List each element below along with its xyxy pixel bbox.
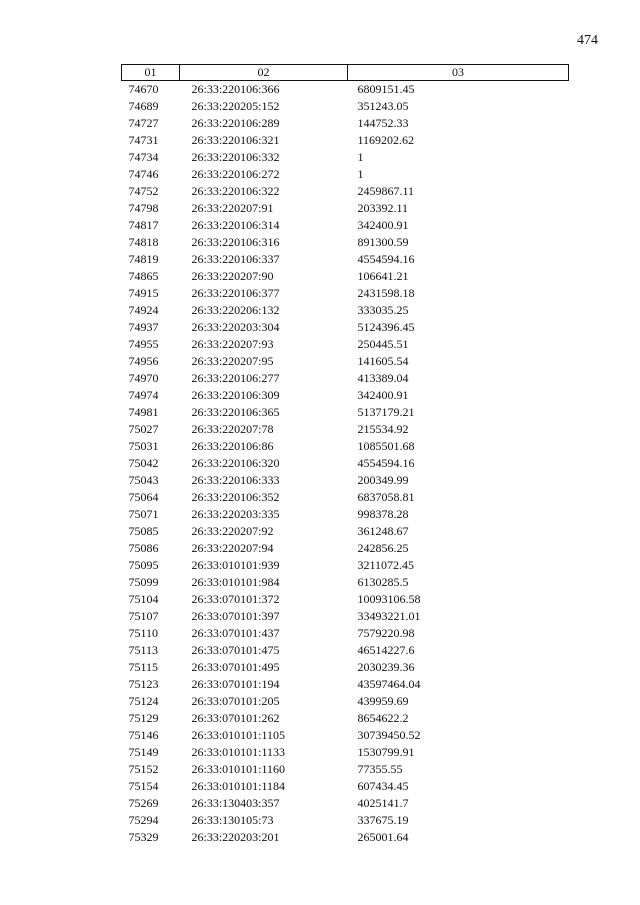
cell-id: 74956: [128, 354, 159, 368]
cell-cadastral-number: 26:33:220106:314: [191, 218, 280, 232]
cell-value: 5124396.45: [357, 320, 415, 334]
cell-id: 75086: [128, 541, 159, 555]
cell-cadastral-number: 26:33:220206:132: [191, 303, 280, 317]
cell-value: 265001.64: [357, 830, 409, 844]
cell-value: 891300.59: [357, 235, 409, 249]
cell-cadastral-number: 26:33:070101:194: [191, 677, 280, 691]
cell-cadastral-number: 26:33:220106:309: [191, 388, 280, 402]
cell-id: 74819: [128, 252, 159, 266]
table-row: [122, 132, 569, 149]
cell-value: 7579220.98: [357, 626, 415, 640]
table-row: [122, 353, 569, 370]
table-row: [122, 574, 569, 591]
cell-cadastral-number: 26:33:220106:322: [191, 184, 280, 198]
cell-id: 74746: [128, 167, 159, 181]
cell-value: 2431598.18: [357, 286, 415, 300]
table-row: [122, 523, 569, 540]
table-row: [122, 557, 569, 574]
cell-value: 333035.25: [357, 303, 409, 317]
cell-cadastral-number: 26:33:010101:1105: [191, 728, 286, 742]
cell-cadastral-number: 26:33:010101:1184: [191, 779, 286, 793]
cell-value: 203392.11: [357, 201, 409, 215]
cell-id: 75154: [128, 779, 159, 793]
cell-id: 75043: [128, 473, 159, 487]
cell-id: 75269: [128, 796, 159, 810]
cell-id: 75099: [128, 575, 159, 589]
cell-cadastral-number: 26:33:130105:73: [191, 813, 274, 827]
cell-cadastral-number: 26:33:220207:92: [191, 524, 274, 538]
table-row: [122, 319, 569, 336]
cell-id: 75085: [128, 524, 159, 538]
table-row: [122, 268, 569, 285]
cell-value: 8654622.2: [357, 711, 409, 725]
table-row: [122, 744, 569, 761]
cell-cadastral-number: 26:33:220203:335: [191, 507, 280, 521]
table-row: [122, 200, 569, 217]
cell-cadastral-number: 26:33:220106:321: [191, 133, 280, 147]
cell-value: 1: [357, 150, 364, 164]
table-row: [122, 659, 569, 676]
cell-cadastral-number: 26:33:220106:333: [191, 473, 280, 487]
cell-value: 144752.33: [357, 116, 409, 130]
table-row: [122, 608, 569, 625]
cell-value: 4025141.7: [357, 796, 409, 810]
cell-value: 2459867.11: [357, 184, 415, 198]
table-row: [122, 625, 569, 642]
cell-value: 1169202.62: [357, 133, 415, 147]
table-row: [122, 251, 569, 268]
cell-cadastral-number: 26:33:220203:304: [191, 320, 280, 334]
table-row: [122, 676, 569, 693]
table-row: [122, 336, 569, 353]
cell-value: 33493221.01: [357, 609, 421, 623]
cell-cadastral-number: 26:33:010101:1133: [191, 745, 286, 759]
cell-value: 215534.92: [357, 422, 409, 436]
table-row: [122, 761, 569, 778]
cell-id: 74865: [128, 269, 159, 283]
cell-cadastral-number: 26:33:220207:78: [191, 422, 274, 436]
table-row: [122, 455, 569, 472]
cell-id: 75104: [128, 592, 159, 606]
cell-value: 43597464.04: [357, 677, 421, 691]
cell-value: 2030239.36: [357, 660, 415, 674]
cell-id: 74981: [128, 405, 159, 419]
table-row: [122, 217, 569, 234]
cell-cadastral-number: 26:33:010101:1160: [191, 762, 286, 776]
cell-value: 351243.05: [357, 99, 409, 113]
cell-cadastral-number: 26:33:070101:262: [191, 711, 280, 725]
table-body: [122, 81, 569, 847]
cell-cadastral-number: 26:33:220207:95: [191, 354, 274, 368]
cell-value: 200349.99: [357, 473, 409, 487]
cell-value: 10093106.58: [357, 592, 421, 606]
cell-value: 337675.19: [357, 813, 409, 827]
cell-id: 75123: [128, 677, 159, 691]
cell-value: 607434.45: [357, 779, 409, 793]
cell-id: 74924: [128, 303, 159, 317]
cell-id: 74731: [128, 133, 159, 147]
table-row: [122, 472, 569, 489]
cell-cadastral-number: 26:33:220106:316: [191, 235, 280, 249]
cell-value: 413389.04: [357, 371, 409, 385]
cell-id: 75124: [128, 694, 159, 708]
cell-value: 141605.54: [357, 354, 409, 368]
cell-id: 75149: [128, 745, 159, 759]
cell-id: 75115: [128, 660, 159, 674]
cell-id: 74974: [128, 388, 159, 402]
cell-value: 342400.91: [357, 218, 409, 232]
cell-id: 74752: [128, 184, 159, 198]
cell-id: 75113: [128, 643, 159, 657]
cell-id: 74734: [128, 150, 159, 164]
table-row: [122, 778, 569, 795]
cell-value: 4554594.16: [357, 456, 415, 470]
data-table: [121, 64, 569, 846]
table-row: [122, 404, 569, 421]
table-row: [122, 710, 569, 727]
cell-id: 74915: [128, 286, 159, 300]
cell-value: 242856.25: [357, 541, 409, 555]
table-row: [122, 149, 569, 166]
cell-cadastral-number: 26:33:220106:277: [191, 371, 280, 385]
cell-value: 5137179.21: [357, 405, 415, 419]
cell-cadastral-number: 26:33:010101:984: [191, 575, 280, 589]
column-header-03: 03: [348, 65, 569, 81]
cell-id: 75064: [128, 490, 159, 504]
cell-id: 74817: [128, 218, 159, 232]
cell-cadastral-number: 26:33:070101:437: [191, 626, 280, 640]
cell-id: 75042: [128, 456, 159, 470]
cell-cadastral-number: 26:33:220106:337: [191, 252, 280, 266]
table-row: [122, 183, 569, 200]
cell-value: 30739450.52: [357, 728, 421, 742]
cell-value: 77355.55: [357, 762, 403, 776]
cell-value: 1085501.68: [357, 439, 415, 453]
cell-value: 1: [357, 167, 364, 181]
cell-cadastral-number: 26:33:220203:201: [191, 830, 280, 844]
cell-cadastral-number: 26:33:220207:93: [191, 337, 274, 351]
cell-cadastral-number: 26:33:070101:372: [191, 592, 280, 606]
cell-value: 250445.51: [357, 337, 409, 351]
cell-value: 6130285.5: [357, 575, 409, 589]
table-row: [122, 421, 569, 438]
cell-id: 74937: [128, 320, 159, 334]
cell-id: 75152: [128, 762, 159, 776]
cell-cadastral-number: 26:33:070101:495: [191, 660, 280, 674]
table-row: [122, 489, 569, 506]
cell-cadastral-number: 26:33:070101:475: [191, 643, 280, 657]
table-row: [122, 302, 569, 319]
table-row: [122, 591, 569, 608]
cell-id: 75027: [128, 422, 159, 436]
table-row: [122, 438, 569, 455]
cell-value: 6809151.45: [357, 82, 415, 96]
cell-value: 342400.91: [357, 388, 409, 402]
cell-cadastral-number: 26:33:220106:320: [191, 456, 280, 470]
page-number: 474: [577, 33, 598, 48]
cell-cadastral-number: 26:33:220106:352: [191, 490, 280, 504]
cell-id: 74727: [128, 116, 159, 130]
cell-cadastral-number: 26:33:220106:332: [191, 150, 280, 164]
cell-id: 75031: [128, 439, 159, 453]
table-row: [122, 166, 569, 183]
cell-value: 4554594.16: [357, 252, 415, 266]
table-row: [122, 387, 569, 404]
table-row: [122, 795, 569, 812]
cell-cadastral-number: 26:33:070101:397: [191, 609, 280, 623]
cell-id: 74970: [128, 371, 159, 385]
column-header-01: 01: [122, 65, 180, 81]
cell-id: 74689: [128, 99, 159, 113]
cell-cadastral-number: 26:33:220106:377: [191, 286, 280, 300]
cell-cadastral-number: 26:33:220205:152: [191, 99, 280, 113]
cell-id: 75146: [128, 728, 159, 742]
cell-cadastral-number: 26:33:220106:366: [191, 82, 280, 96]
cell-cadastral-number: 26:33:220106:272: [191, 167, 280, 181]
column-header-02: 02: [180, 65, 348, 81]
cell-id: 75071: [128, 507, 159, 521]
table-row: [122, 812, 569, 829]
cell-cadastral-number: 26:33:220106:365: [191, 405, 280, 419]
table-row: [122, 727, 569, 744]
table-row: [122, 115, 569, 132]
cell-cadastral-number: 26:33:220207:94: [191, 541, 274, 555]
cell-value: 106641.21: [357, 269, 409, 283]
table-header-row: [122, 65, 569, 81]
cell-cadastral-number: 26:33:010101:939: [191, 558, 280, 572]
cell-cadastral-number: 26:33:220106:289: [191, 116, 280, 130]
cell-value: 1530799.91: [357, 745, 415, 759]
table-row: [122, 370, 569, 387]
cell-id: 75110: [128, 626, 159, 640]
cell-value: 439959.69: [357, 694, 409, 708]
cell-id: 75294: [128, 813, 159, 827]
table-row: [122, 642, 569, 659]
cell-value: 3211072.45: [357, 558, 415, 572]
table-row: [122, 81, 569, 99]
cell-cadastral-number: 26:33:220106:86: [191, 439, 274, 453]
cell-id: 75107: [128, 609, 159, 623]
cell-value: 361248.67: [357, 524, 409, 538]
cell-cadastral-number: 26:33:220207:90: [191, 269, 274, 283]
cell-cadastral-number: 26:33:130403:357: [191, 796, 280, 810]
table-row: [122, 98, 569, 115]
cell-id: 74955: [128, 337, 159, 351]
data-table-container: [121, 64, 568, 846]
cell-cadastral-number: 26:33:220207:91: [191, 201, 274, 215]
cell-value: 6837058.81: [357, 490, 415, 504]
cell-value: 998378.28: [357, 507, 409, 521]
cell-id: 75129: [128, 711, 159, 725]
cell-id: 74818: [128, 235, 159, 249]
cell-id: 74670: [128, 82, 159, 96]
table-row: [122, 506, 569, 523]
table-row: [122, 693, 569, 710]
cell-value: 46514227.6: [357, 643, 415, 657]
table-row: [122, 234, 569, 251]
cell-id: 74798: [128, 201, 159, 215]
cell-id: 75095: [128, 558, 159, 572]
table-row: [122, 829, 569, 846]
table-row: [122, 285, 569, 302]
cell-cadastral-number: 26:33:070101:205: [191, 694, 280, 708]
table-row: [122, 540, 569, 557]
cell-id: 75329: [128, 830, 159, 844]
